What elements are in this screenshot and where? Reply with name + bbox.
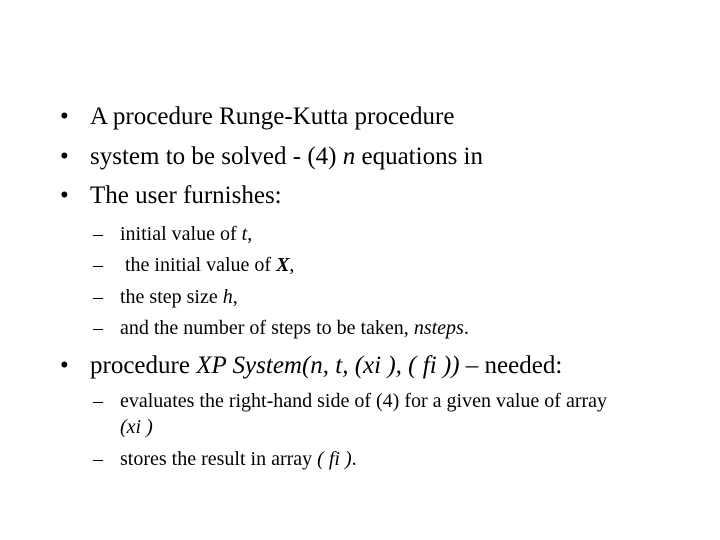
- bullet-text: The user furnishes:: [90, 182, 282, 209]
- bullet-text-part: – needed:: [459, 352, 563, 379]
- bullet-text: A procedure Runge-Kutta procedure: [90, 103, 455, 130]
- sub-bullet-text-part: ,: [247, 223, 253, 245]
- dash-mark: –: [93, 448, 103, 470]
- bullet-mark: •: [60, 103, 69, 130]
- bullet-text: [90, 142, 483, 172]
- bullet-mark: •: [60, 182, 69, 209]
- variable-t: t: [241, 223, 248, 245]
- sub-bullet-text-part: initial value of: [120, 223, 242, 245]
- sub-bullet-text-part: the initial value of: [120, 254, 277, 276]
- sub-bullet-text: evaluates the right-hand side of (4) for a given value of array: [120, 390, 608, 412]
- dash-mark: –: [93, 286, 103, 308]
- bullet-text-part: system to be solved - (4): [90, 143, 343, 170]
- procedure-signature: XP System(n, t, (xi ), ( fi )): [196, 352, 460, 379]
- variable-xi: (xi ): [120, 416, 153, 438]
- sub-bullet-text-part: stores the result in array: [120, 448, 318, 470]
- dash-mark: –: [93, 390, 103, 412]
- dash-mark: –: [93, 223, 103, 245]
- bullet-text-part: procedure: [90, 352, 197, 379]
- dash-mark: –: [93, 254, 103, 276]
- sub-bullet-text: [120, 222, 252, 246]
- sub-bullet-text: [120, 447, 357, 471]
- sub-bullet-text-part: ,: [289, 254, 295, 276]
- variable-h: h: [222, 286, 233, 308]
- sub-bullet-text-part: .: [351, 448, 357, 470]
- variable-x: X: [276, 254, 290, 276]
- sub-bullet-text: [120, 253, 294, 277]
- bullet-mark: •: [60, 143, 69, 170]
- variable-n: n: [342, 143, 356, 170]
- sub-bullet-text-part: .: [463, 317, 469, 339]
- bullet-mark: •: [60, 352, 69, 379]
- sub-bullet-text: [120, 316, 469, 340]
- variable-nsteps: nsteps: [413, 317, 464, 339]
- bullet-text: [90, 351, 562, 381]
- variable-fi: ( fi ): [317, 448, 352, 470]
- sub-bullet-text-part: the step size: [120, 286, 223, 308]
- sub-bullet-text-part: and the number of steps to be taken,: [120, 317, 414, 339]
- sub-bullet-text: [120, 285, 238, 309]
- dash-mark: –: [93, 317, 103, 339]
- bullet-text-part: equations in: [355, 143, 483, 170]
- sub-bullet-text-part: ,: [232, 286, 238, 308]
